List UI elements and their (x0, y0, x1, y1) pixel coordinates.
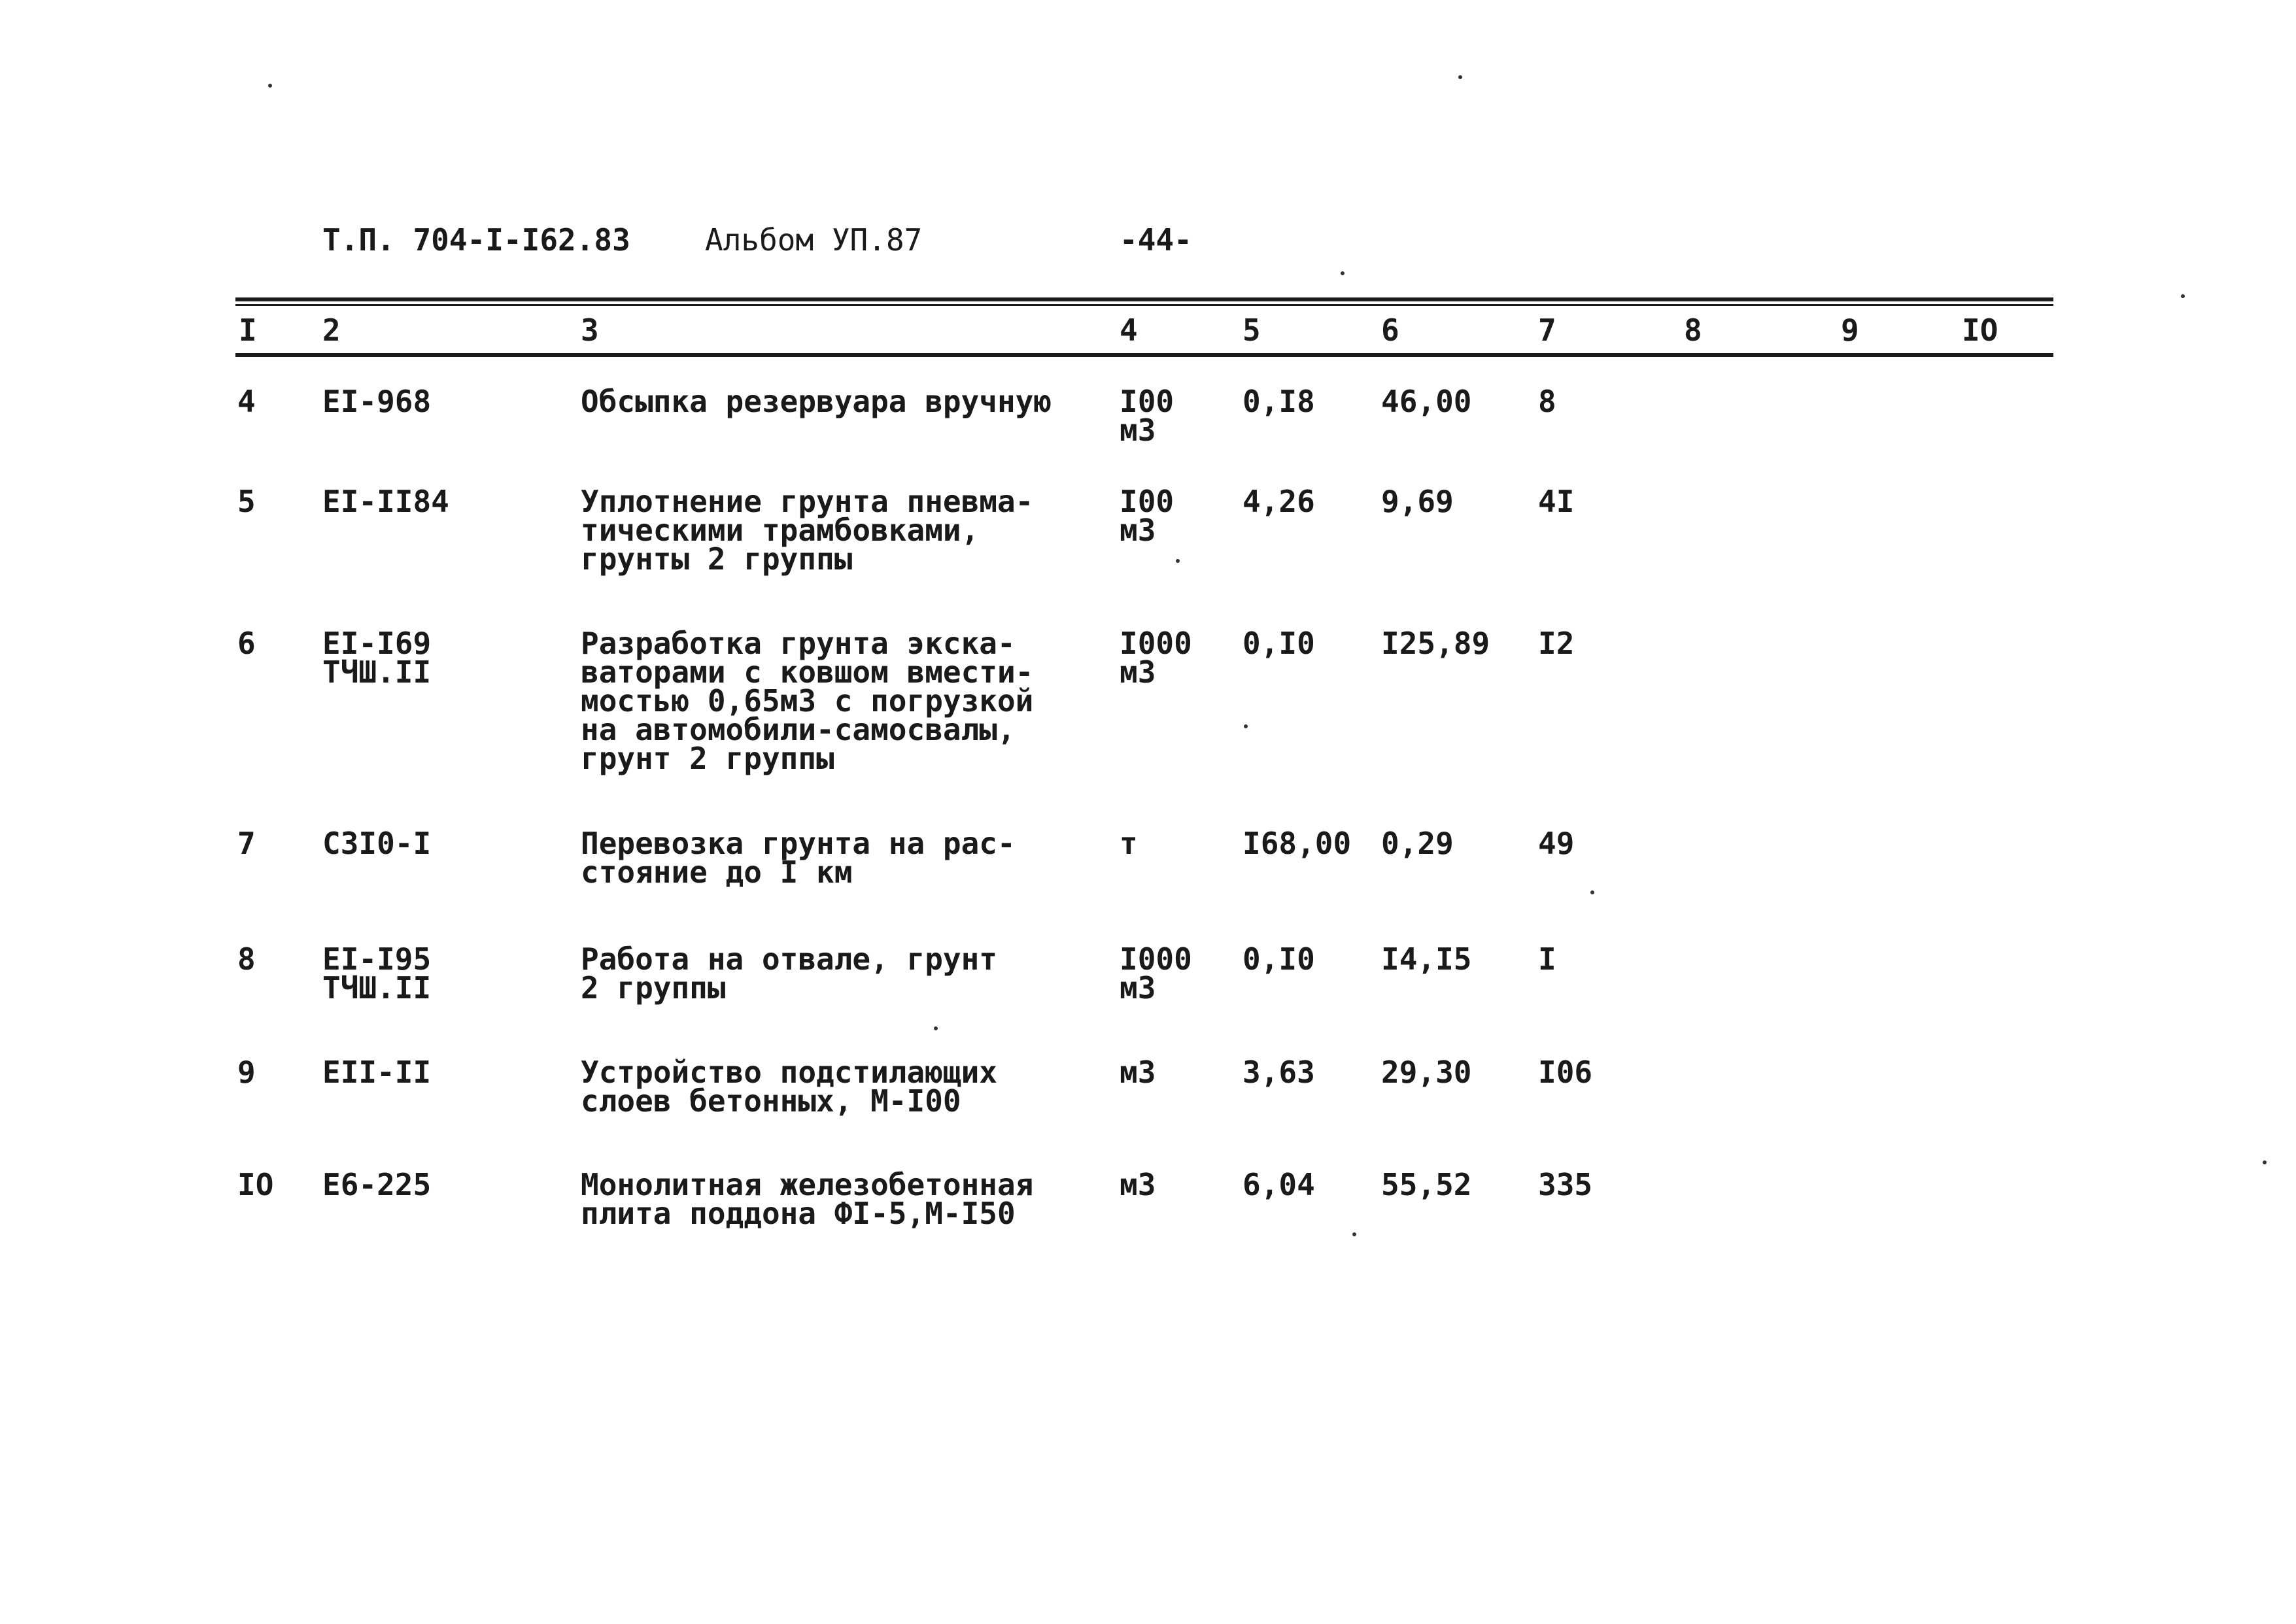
work-description: Обсыпка резервуара вручную (581, 384, 1052, 419)
work-description: Работа на отвале, грунт 2 группы (581, 941, 997, 1006)
work-description: Разработка грунта экска- ваторами с ковшом вмести- мостью 0,65м3 с погрузкой на автомобили-самосвалы, грунт 2 группы (581, 626, 1034, 776)
scan-speck (1352, 1232, 1356, 1236)
total-cost: 335 (1538, 1167, 1593, 1202)
scan-speck (1341, 271, 1345, 275)
column-header: 5 (1242, 313, 1261, 348)
column-header: IO (1962, 313, 1998, 348)
unit: I000 м3 (1120, 626, 1192, 690)
row-number: 4 (237, 384, 256, 419)
unit: I00 м3 (1120, 384, 1174, 448)
row-number: 8 (237, 941, 256, 977)
total-cost: 8 (1538, 384, 1556, 419)
work-description: Устройство подстилающих слоев бетонных, М-I00 (581, 1055, 997, 1119)
page-number: -44- (1120, 222, 1192, 258)
quantity: 0,I0 (1242, 941, 1315, 977)
rate-code: EI-968 (322, 384, 432, 419)
column-header: 6 (1381, 313, 1399, 348)
work-description: Перевозка грунта на рас- стояние до I км (581, 826, 1016, 890)
column-header: 4 (1120, 313, 1138, 348)
total-cost: 4I (1538, 484, 1575, 519)
unit-cost: 9,69 (1381, 484, 1454, 519)
column-header: 3 (581, 313, 599, 348)
quantity: 6,04 (1242, 1167, 1315, 1202)
row-number: 5 (237, 484, 256, 519)
rate-code: EII-II (322, 1055, 432, 1090)
scan-speck (1176, 559, 1180, 563)
unit-cost: 46,00 (1381, 384, 1472, 419)
table-top-rule (235, 297, 2053, 301)
scan-speck (1244, 724, 1248, 728)
album-label: Альбом УП.87 (705, 222, 923, 258)
quantity: 0,I8 (1242, 384, 1315, 419)
column-header: 7 (1538, 313, 1556, 348)
quantity: I68,00 (1242, 826, 1352, 861)
scan-speck (2263, 1160, 2267, 1164)
work-description: Уплотнение грунта пневма- тическими трамбовками, грунты 2 группы (581, 484, 1034, 577)
unit-cost: 29,30 (1381, 1055, 1472, 1090)
work-description: Монолитная железобетонная плита поддона ФI-5,М-I50 (581, 1167, 1034, 1231)
rate-code: EI-I95 ТЧШ.II (322, 941, 432, 1006)
unit: м3 (1120, 1055, 1156, 1090)
table-header-rule (235, 353, 2053, 357)
unit-cost: I25,89 (1381, 626, 1490, 661)
total-cost: I2 (1538, 626, 1575, 661)
unit: I00 м3 (1120, 484, 1174, 548)
unit: м3 (1120, 1167, 1156, 1202)
total-cost: I (1538, 941, 1556, 977)
unit-cost: 55,52 (1381, 1167, 1472, 1202)
rate-code: EI-I69 ТЧШ.II (322, 626, 432, 690)
scan-speck (268, 84, 272, 88)
column-header: 2 (322, 313, 341, 348)
rate-code: E6-225 (322, 1167, 432, 1202)
scan-speck (934, 1026, 938, 1030)
row-number: 7 (237, 826, 256, 861)
unit: I000 м3 (1120, 941, 1192, 1006)
unit-cost: I4,I5 (1381, 941, 1472, 977)
scan-speck (1458, 75, 1462, 79)
rate-code: C3I0-I (322, 826, 432, 861)
total-cost: I06 (1538, 1055, 1593, 1090)
row-number: 9 (237, 1055, 256, 1090)
column-header: 8 (1684, 313, 1702, 348)
column-header: 9 (1841, 313, 1859, 348)
quantity: 3,63 (1242, 1055, 1315, 1090)
quantity: 4,26 (1242, 484, 1315, 519)
unit-cost: 0,29 (1381, 826, 1454, 861)
quantity: 0,I0 (1242, 626, 1315, 661)
rate-code: EI-II84 (322, 484, 449, 519)
column-header: I (239, 313, 257, 348)
table-top-rule-thin (235, 304, 2053, 306)
document-code: Т.П. 704-I-I62.83 (322, 222, 630, 258)
scan-speck (1590, 890, 1594, 894)
total-cost: 49 (1538, 826, 1575, 861)
scan-speck (2181, 294, 2185, 298)
unit: т (1120, 826, 1138, 861)
row-number: IO (237, 1167, 274, 1202)
row-number: 6 (237, 626, 256, 661)
